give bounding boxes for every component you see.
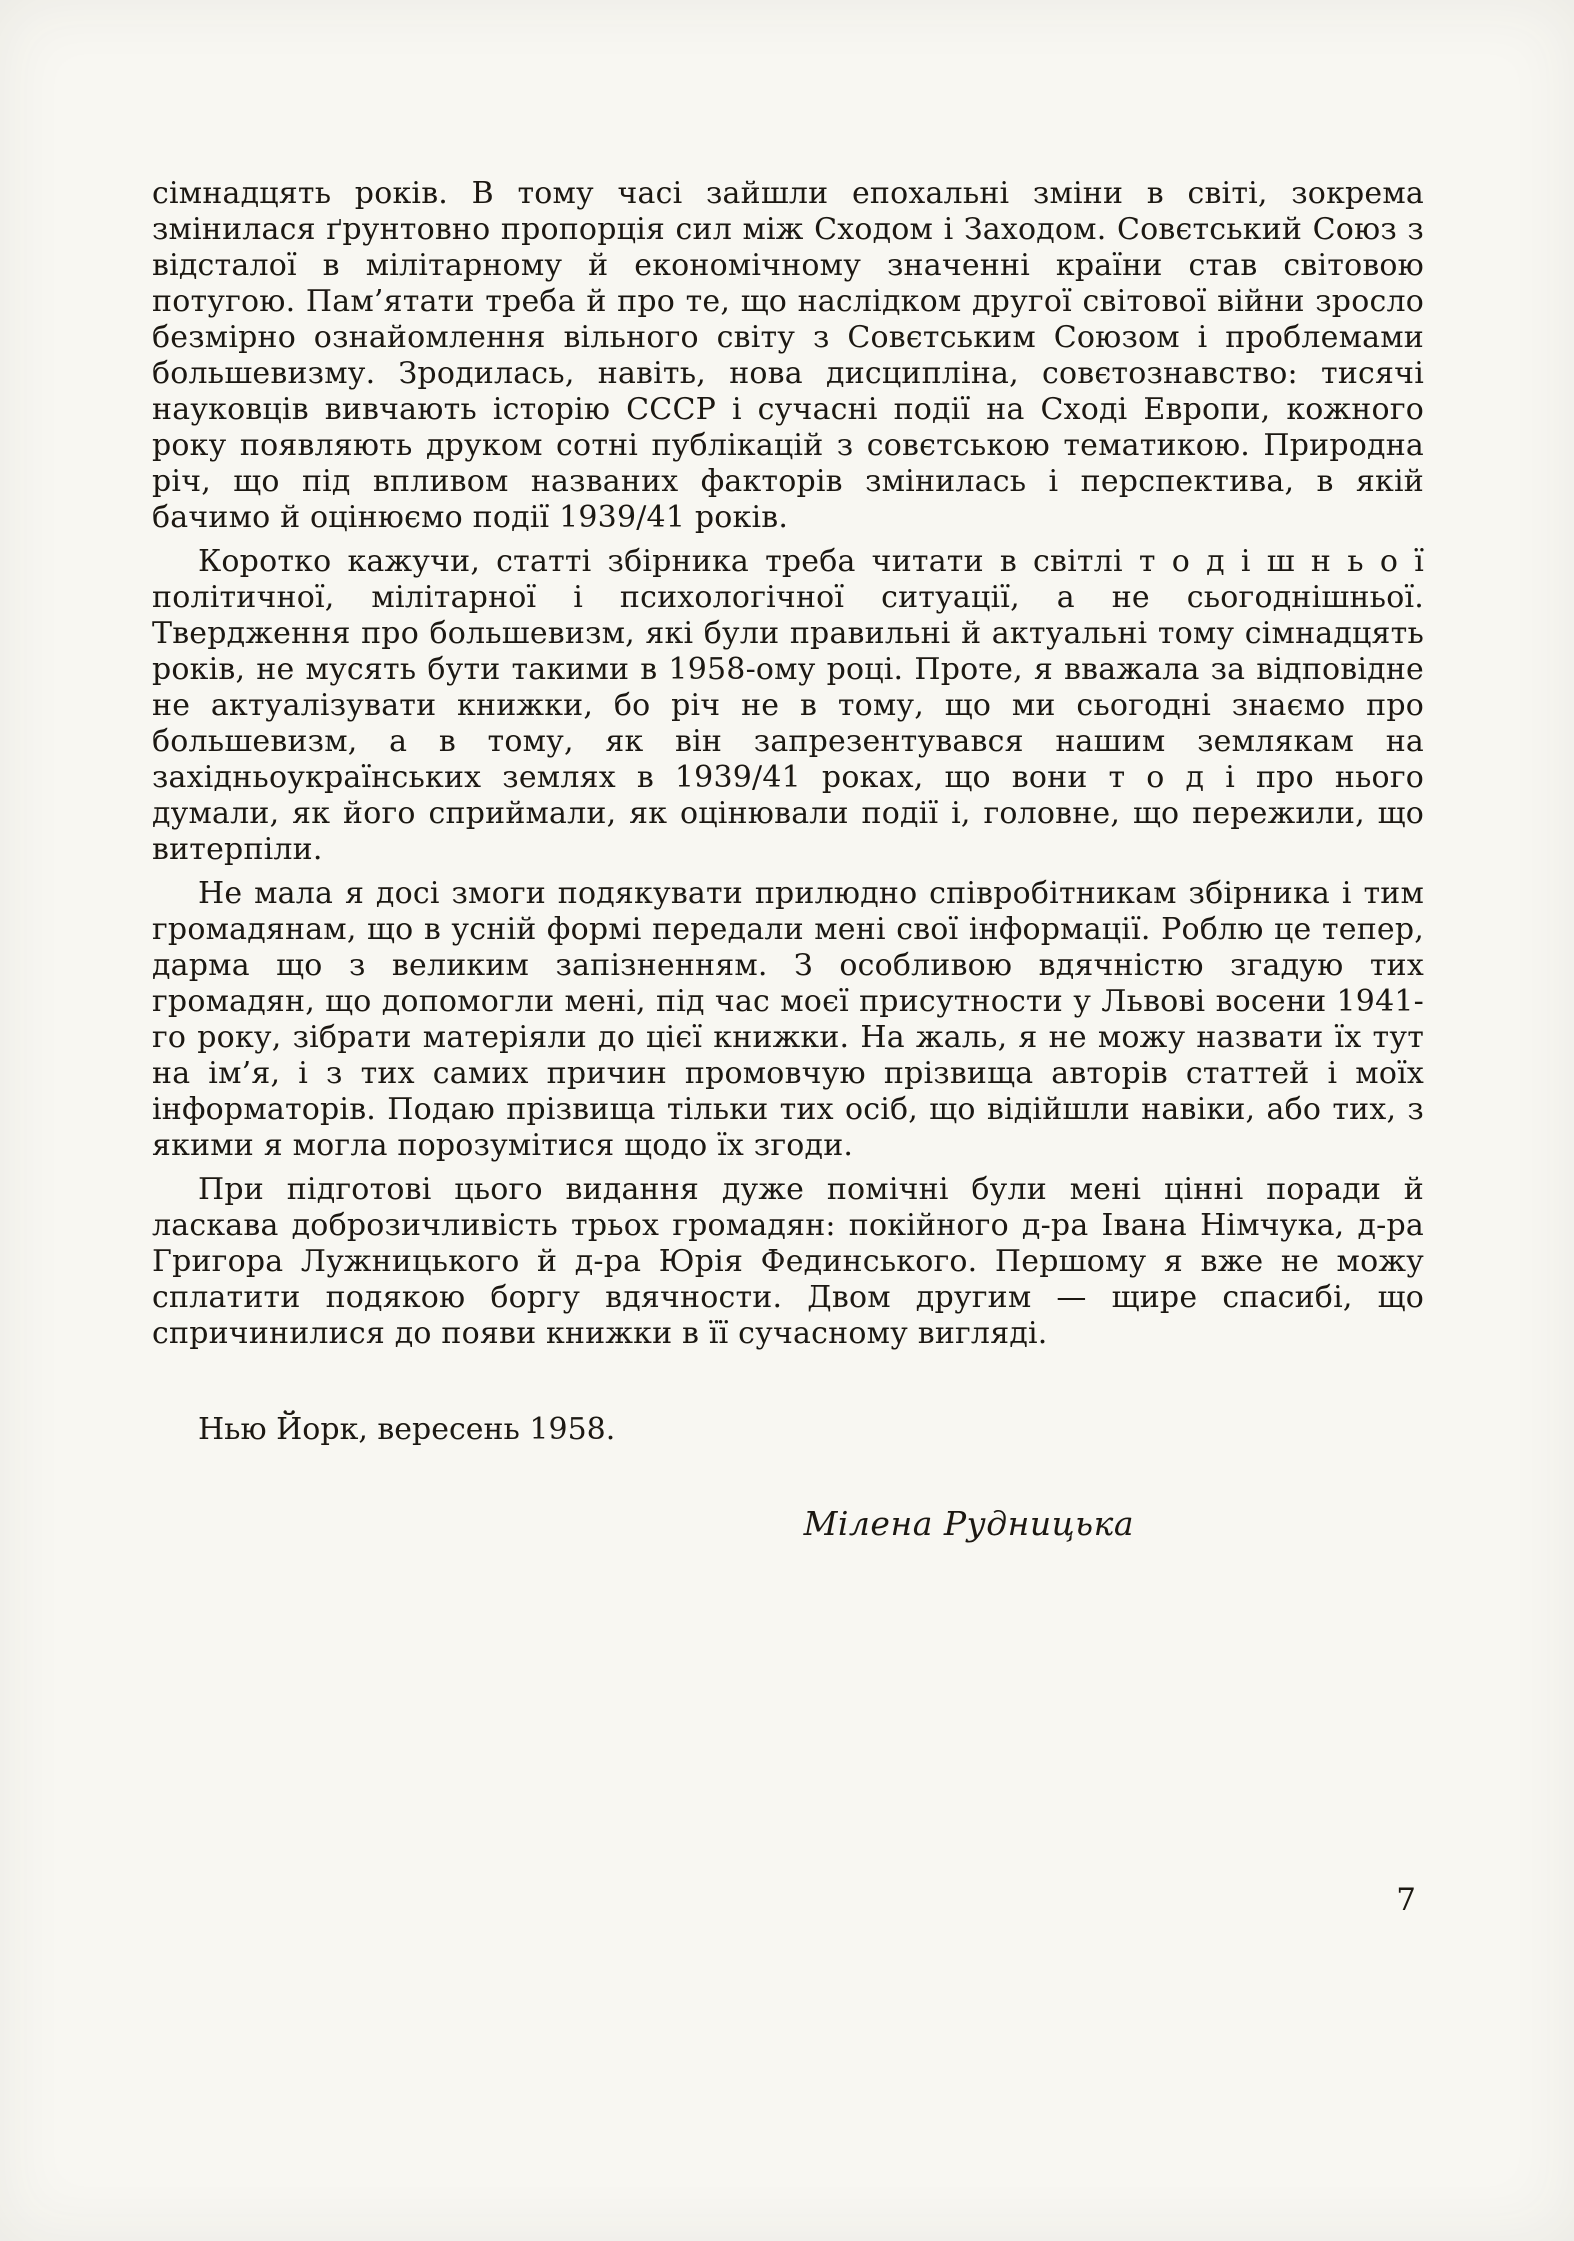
author-signature: Мілена Рудницька [803,1504,1134,1543]
dateline: Нью Йорк, вересень 1958. [198,1412,616,1447]
paragraph: Не мала я досі змоги подякувати прилюдно співробітникам збірника і тим громадянам, що в усній формі передали мені свої інформації. Роблю це тепер, дарма що з великим запізненням. З особливою вдячністю згадую тих громадян, що допомогли мені, під час моєї присутности у Львові восени 1941-го року, зібрати матеріяли до цієї книжки. На жаль, я не можу назвати їх тут на ім’я, і з тих самих причин промовчую прізвища авторів статтей і моїх інформаторів. Подаю прізвища тільки тих осіб, що відійшли навіки, або тих, з якими я могла порозумітися щодо їх згоди. [152,876,1424,1163]
text-block [152,176,1424,1577]
paragraph: Коротко кажучи, статті збірника треба читати в світлі т о д і ш н ь о ї політичної, мілітарної і психологічної ситуації, а не сьогоднішньої. Твердження про большевизм, які були правильні й актуальні тому сімнадцять років, не мусять бути такими в 1958-ому році. Проте, я вважала за відповідне не актуалізувати книжки, бо річ не в тому, що ми сьогодні знаємо про большевизм, а в тому, як він запрезентувався нашим землякам на західньоукраїнських землях в 1939/41 роках, що вони т о д і про нього думали, як його сприймали, як оцінювали події і, головне, що пережили, що витерпіли. [152,544,1424,867]
paragraph-continuation: сімнадцять років. В тому часі зайшли епохальні зміни в світі, зокрема змінилася ґрунтовно пропорція сил між Сходом і Заходом. Совєтський Союз з відсталої в мілітарному й економічному значенні країни став світовою потугою. Пам’ятати треба й про те, що наслідком другої світової війни зросло безмірно ознайомлення вільного світу з Совєтським Союзом і проблемами большевизму. Зродилась, навіть, нова дисципліна, совєтознавство: тисячі науковців вивчають історію СССР і сучасні події на Сході Европи, кожного року появляють друком сотні публікацій з совєтською тематикою. Природна річ, що під впливом названих факторів змінилась і перспектива, в якій бачимо й оцінюємо події 1939/41 років. [152,176,1424,535]
paragraph: При підготові цього видання дуже помічні були мені цінні поради й ласкава доброзичливість трьох громадян: покійного д-ра Івана Німчука, д-ра Григора Лужницького й д-ра Юрія Фединського. Першому я вже не можу сплатити подякою боргу вдячности. Двом другим — щире спасибі, що спричинилися до появи книжки в її сучасному вигляді. [152,1172,1424,1351]
page-number: 7 [1396,1882,1416,1918]
